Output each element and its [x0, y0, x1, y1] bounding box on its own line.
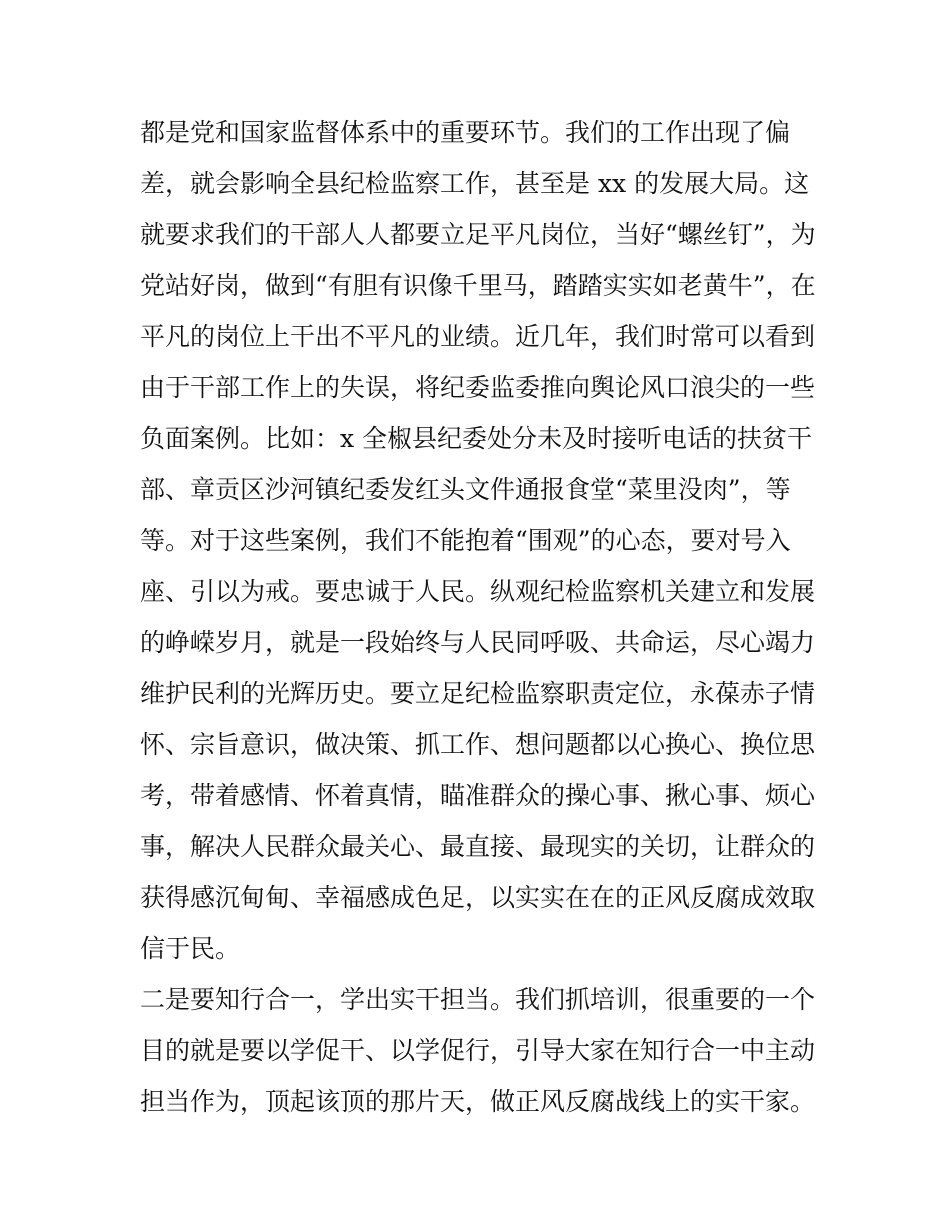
text-line-9: 等。对于这些案例，我们不能抱着“围观”的心态，要对号入 [140, 526, 791, 555]
text-line-4: 党站好岗，做到“有胆有识像千里马，踏踏实实如老黄牛”，在 [140, 271, 816, 300]
text-line-13: 怀、宗旨意识，做决策、抓工作、想问题都以心换心、换位思 [140, 730, 816, 759]
text-line-6: 由于干部工作上的失误，将纪委监委推向舆论风口浪尖的一些 [140, 373, 816, 402]
text-line-15: 事，解决人民群众最关心、最直接、最现实的关切，让群众的 [140, 832, 816, 861]
text-line-12: 维护民利的光辉历史。要立足纪检监察职责定位，永葆赤子情 [140, 679, 816, 708]
text-line-20: 担当作为，顶起该顶的那片天，做正风反腐战线上的实干家。 [140, 1087, 816, 1116]
text-line-11: 的峥嵘岁月，就是一段始终与人民同呼吸、共命运，尽心竭力 [140, 628, 816, 657]
text-line-2: 差，就会影响全县纪检监察工作，甚至是 xx 的发展大局。这 [140, 169, 810, 198]
text-line-19: 目的就是要以学促干、以学促行，引导大家在知行合一中主动 [140, 1036, 816, 1065]
text-line-1: 都是党和国家监督体系中的重要环节。我们的工作出现了偏 [140, 118, 791, 147]
body-text [140, 107, 820, 1127]
text-line-3: 就要求我们的干部人人都要立足平凡岗位，当好“螺丝钉”，为 [140, 220, 816, 249]
text-line-7: 负面案例。比如：x 全椒县纪委处分未及时接听电话的扶贫干 [140, 424, 813, 453]
text-line-16: 获得感沉甸甸、幸福感成色足，以实实在在的正风反腐成效取 [140, 883, 816, 912]
text-line-5: 平凡的岗位上干出不平凡的业绩。近几年，我们时常可以看到 [140, 322, 816, 351]
text-line-18: 二是要知行合一，学出实干担当。我们抓培训，很重要的一个 [140, 985, 816, 1014]
text-line-8: 部、章贡区沙河镇纪委发红头文件通报食堂“菜里没肉”，等 [140, 475, 791, 504]
text-line-17: 信于民。 [140, 934, 241, 963]
text-line-10: 座、引以为戒。要忠诚于人民。纵观纪检监察机关建立和发展 [140, 577, 816, 606]
text-line-14: 考，带着感情、怀着真情，瞄准群众的操心事、揪心事、烦心 [140, 781, 816, 810]
